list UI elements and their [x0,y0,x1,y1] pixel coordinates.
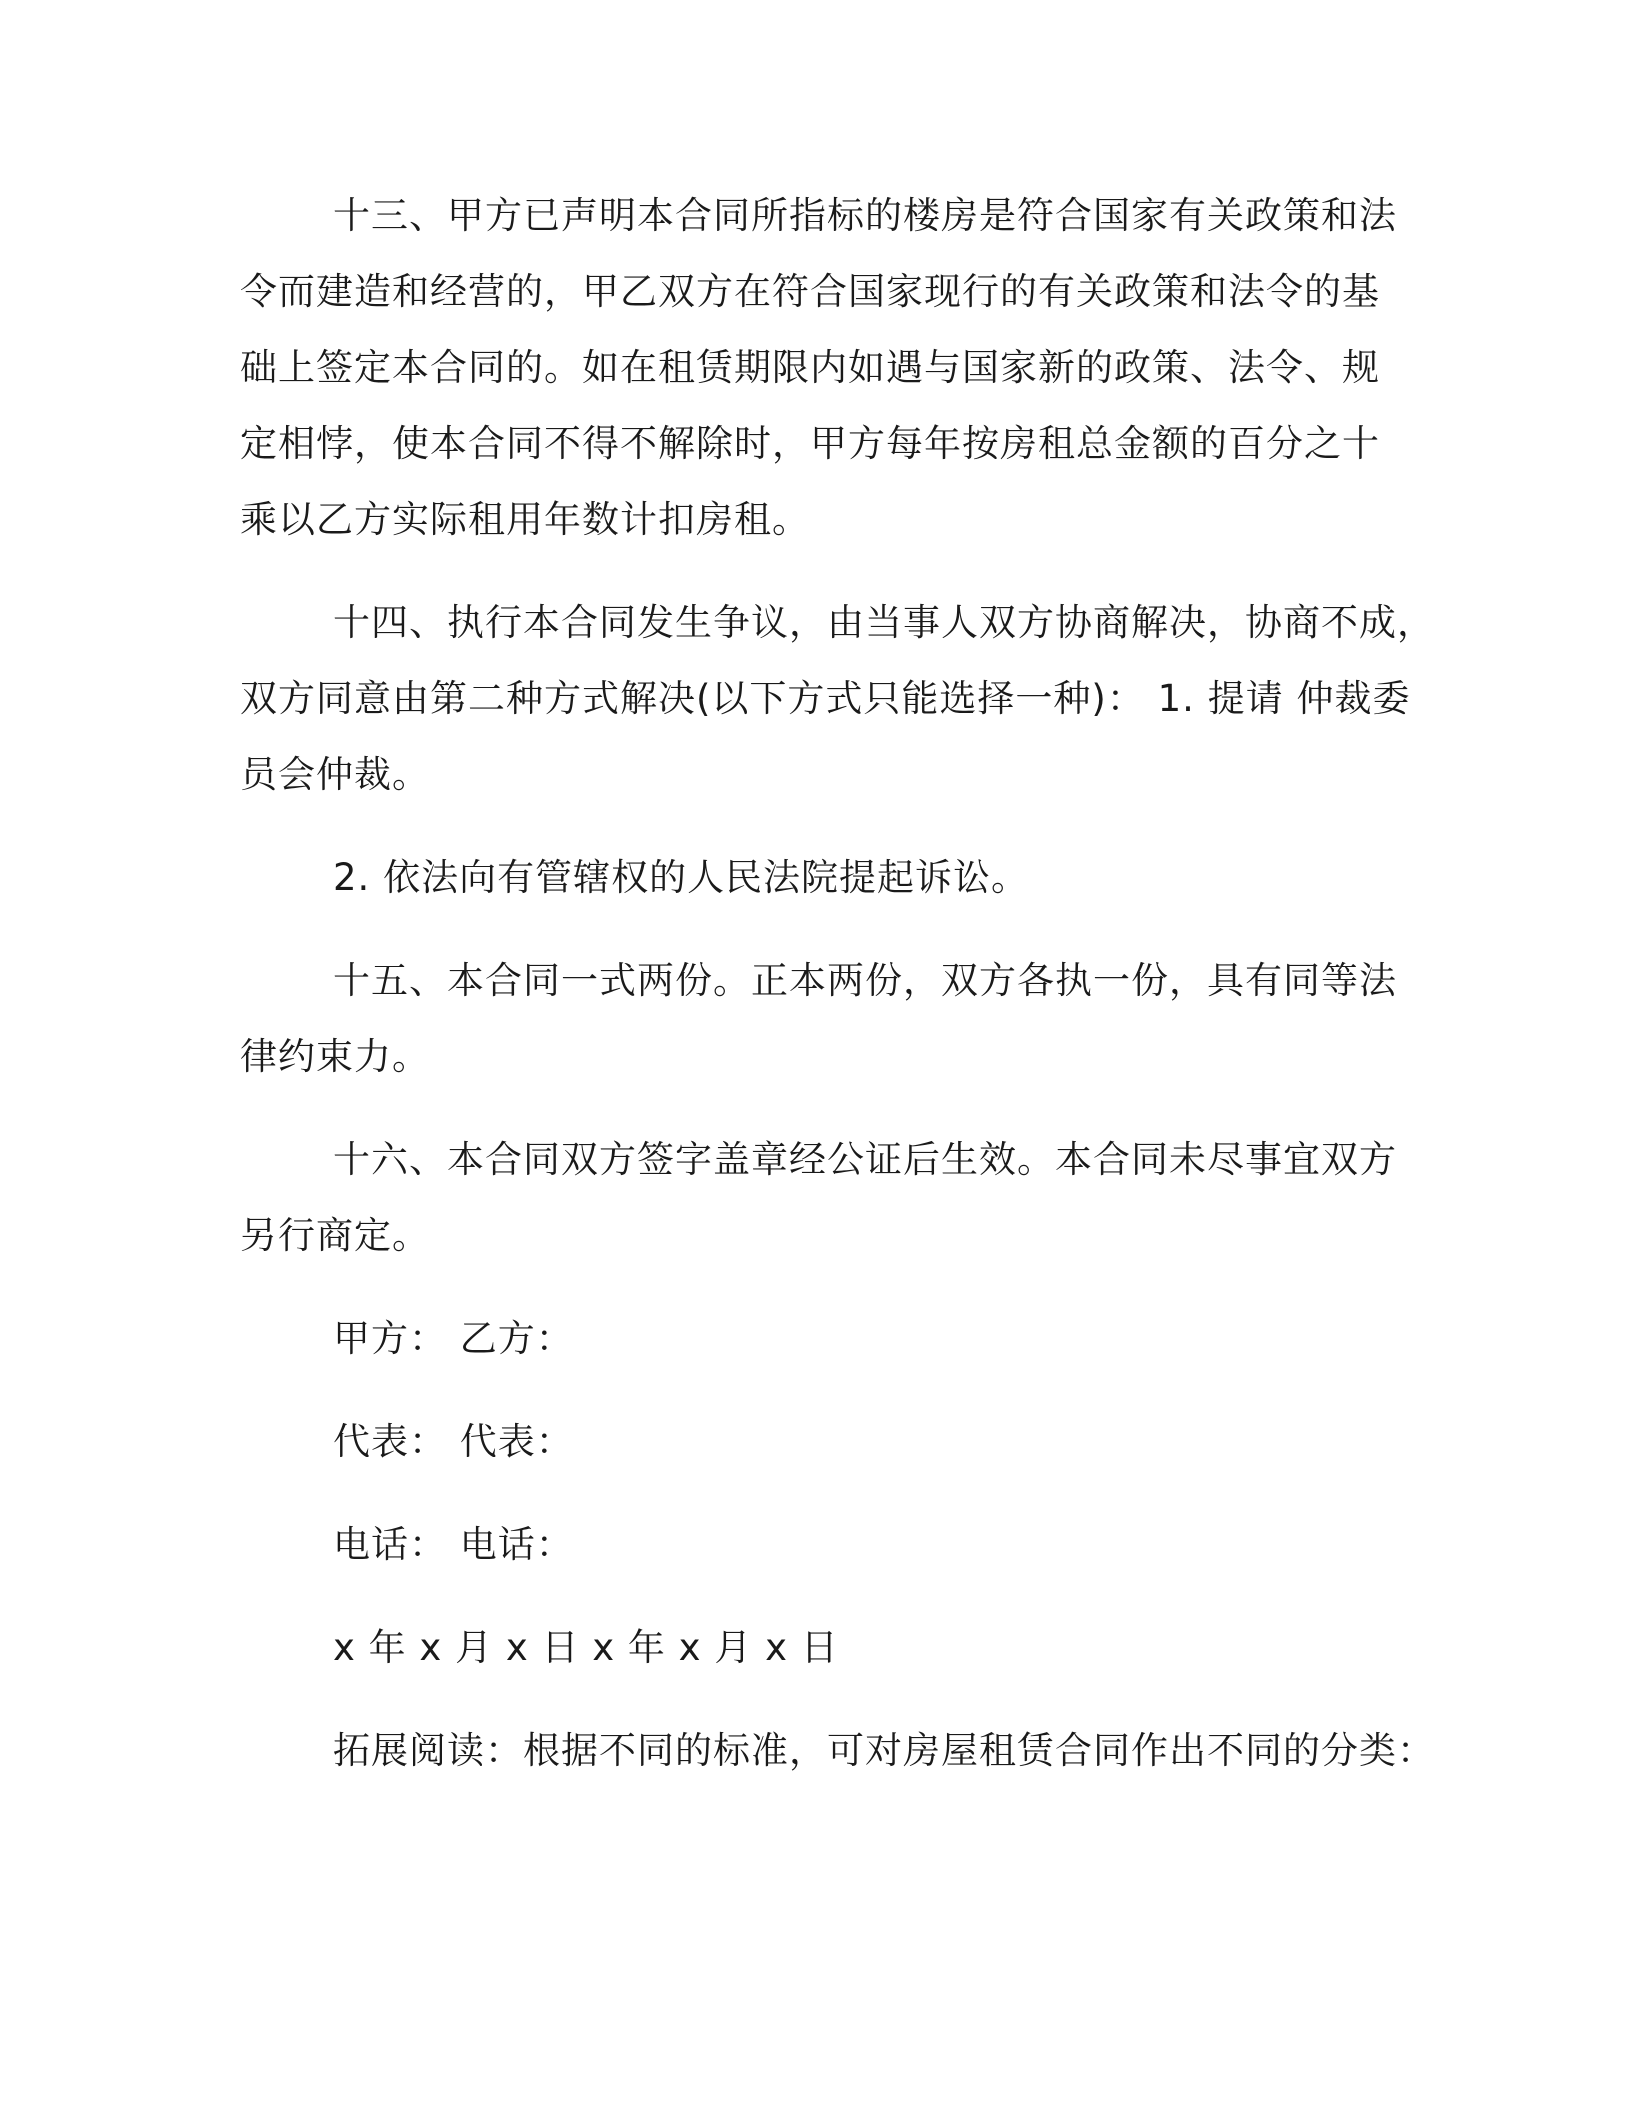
signature-parties: 甲方： 乙方： [333,1317,574,1360]
extended-reading: 拓展阅读：根据不同的标准，可对房屋租赁合同作出不同的分类： [333,1729,1435,1772]
clause-16-line-1: 十六、本合同双方签字盖章经公证后生效。本合同未尽事宜双方 [333,1138,1397,1181]
clause-13-line-1: 十三、甲方已声明本合同所指标的楼房是符合国家有关政策和法 [333,194,1397,237]
signature-representatives: 代表： 代表： [333,1420,574,1463]
signature-dates: x 年 x 月 x 日 x 年 x 月 x 日 [333,1626,839,1669]
clause-16-line-2: 另行商定。 [240,1214,430,1257]
clause-13-line-4: 定相悖，使本合同不得不解除时，甲方每年按房租总金额的百分之十 [240,422,1380,465]
clause-13-line-2: 令而建造和经营的，甲乙双方在符合国家现行的有关政策和法令的基 [240,270,1380,313]
clause-15-line-2: 律约束力。 [240,1035,430,1078]
signature-phones: 电话： 电话： [333,1523,574,1566]
clause-13-line-5: 乘以乙方实际租用年数计扣房租。 [240,498,810,541]
clause-14-line-1: 十四、执行本合同发生争议，由当事人双方协商解决，协商不成， [333,601,1435,644]
clause-14-option-2: 2. 依法向有管辖权的人民法院提起诉讼。 [333,856,1030,899]
clause-14-line-2: 双方同意由第二种方式解决(以下方式只能选择一种)： 1. 提请 仲裁委 [240,677,1411,720]
clause-13-line-3: 础上签定本合同的。如在租赁期限内如遇与国家新的政策、法令、规 [240,346,1380,389]
clause-14-line-3: 员会仲裁。 [240,753,430,796]
clause-15-line-1: 十五、本合同一式两份。正本两份，双方各执一份，具有同等法 [333,959,1397,1002]
